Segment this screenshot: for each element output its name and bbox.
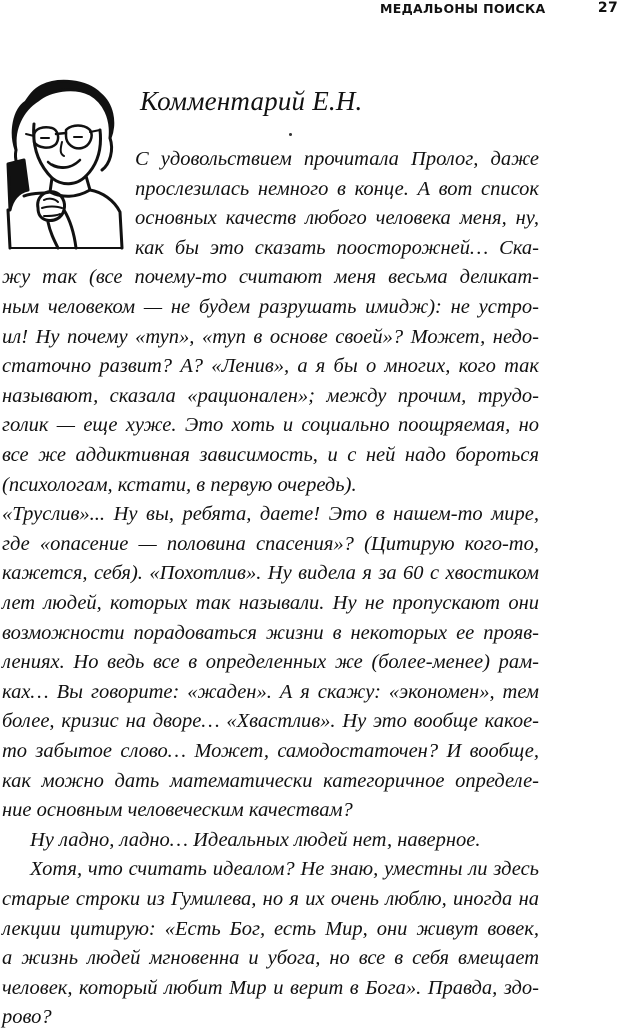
text-line bbox=[2, 796, 539, 825]
text-line bbox=[2, 619, 539, 648]
text-line-fragment: ках… Вы говорите: «жаден». А я скажу: «экономен», тем bbox=[2, 681, 539, 703]
text-line bbox=[2, 974, 539, 1003]
text-line-fragment: возможности порадоваться жизни в некоторых ее проя bbox=[2, 622, 524, 644]
text-line bbox=[135, 145, 539, 174]
text-line bbox=[2, 382, 539, 411]
text-line-fragment: лет людей, которых так называли. Ну не пропускают они bbox=[2, 592, 539, 614]
text-line-fragment: то забытое слово… Может, самодостаточен? И вообще, bbox=[2, 740, 539, 762]
text-line-fragment: лекции цитирую: «Есть Бог, есть Мир, они живут вовек, bbox=[2, 918, 539, 940]
text-line bbox=[30, 855, 539, 884]
text-line bbox=[2, 678, 539, 707]
text-line-fragment: где «опасение — половина спасения»? (Цитирую кого-то, bbox=[2, 533, 539, 555]
text-line-fragment: все же аддиктивная зависимость, и с ней надо бороться bbox=[2, 444, 539, 466]
text-line bbox=[2, 915, 539, 944]
text-line-fragment: С удовольствием прочитала Пролог, даже bbox=[135, 148, 539, 170]
text-line-fragment: основных качеств любого человека меня, ну, bbox=[135, 207, 539, 229]
author-portrait-illustration bbox=[4, 60, 126, 250]
text-line bbox=[2, 263, 539, 292]
running-head bbox=[380, 0, 618, 20]
text-line bbox=[2, 471, 539, 500]
text-line bbox=[2, 530, 539, 559]
text-line bbox=[135, 234, 539, 263]
running-title: МЕДАЛЬОНЫ ПОИСКА bbox=[380, 1, 546, 16]
text-line bbox=[30, 826, 539, 855]
text-line bbox=[2, 648, 539, 677]
text-line-fragment: статочно развит? А? «Ленив», а я бы о многих, кого так bbox=[2, 355, 539, 377]
print-speck bbox=[289, 133, 292, 136]
text-line bbox=[2, 944, 539, 973]
text-line bbox=[2, 767, 539, 796]
text-line-fragment: ным человеком — не будем разрушать имидж): не устро- bbox=[2, 296, 539, 318]
text-line-fragment: лениях. Но ведь все в определенных же (более-менее) рам- bbox=[2, 651, 539, 673]
text-line bbox=[2, 707, 539, 736]
text-line-fragment: голик — еще хуже. Это хоть и социально поощряемая, но bbox=[2, 414, 539, 436]
text-line-fragment: жу так (все почему-то считают меня весьма деликат- bbox=[2, 266, 539, 288]
text-line-fragment: «Труслив»... Ну вы, ребята, даете! Это в нашем-то мире, bbox=[2, 503, 539, 525]
text-line-fragment: старые строки из Гумилева, но я их очень люблю, иногда на bbox=[2, 888, 539, 910]
page-number: 27 bbox=[597, 0, 618, 16]
text-line-fragment: кажется, себя). «Похотлив». Ну видела я за 60 с хвостиком bbox=[2, 562, 539, 584]
text-line-fragment: прослезилась немного в конце. А вот список bbox=[135, 178, 539, 200]
text-line-fragment: Ну ладно, ладно… Идеальных людей нет, наверное. bbox=[30, 829, 481, 851]
text-line bbox=[2, 885, 539, 914]
text-line-fragment: рово? bbox=[2, 1006, 52, 1028]
text-line bbox=[2, 293, 539, 322]
text-line bbox=[135, 175, 539, 204]
text-line-fragment: ние основным человеческим качествам? bbox=[2, 799, 353, 821]
text-line bbox=[2, 589, 539, 618]
text-line-fragment: ил! Ну почему «туп», «туп в основе своей»? Может, недо- bbox=[2, 326, 539, 348]
text-line bbox=[2, 737, 539, 766]
text-line-fragment: как бы это сказать поосторожней… Ска- bbox=[135, 237, 539, 259]
text-line bbox=[2, 441, 539, 470]
text-line-fragment: Хотя, что считать идеалом? Не знаю, уместны ли здесь bbox=[30, 858, 539, 880]
text-line-fragment: а жизнь людей мгновенна и убога, но все в себя вмещает bbox=[2, 947, 539, 969]
text-line bbox=[2, 559, 539, 588]
text-line-fragment: называют, сказала «рационален»; между прочим, трудо- bbox=[2, 385, 539, 407]
text-line-fragment: как можно дать математически категоричное определе- bbox=[2, 770, 539, 792]
text-line bbox=[2, 500, 539, 529]
text-line bbox=[2, 1003, 539, 1032]
text-line-fragment: человек, который любит Мир и верит в Бога». Правда, здо- bbox=[2, 977, 539, 999]
text-line bbox=[135, 204, 539, 233]
text-line bbox=[2, 411, 539, 440]
text-line-fragment: более, кризис на дворе… «Хвастлив». Ну это вообще какое- bbox=[2, 710, 539, 732]
comment-heading: Комментарий Е.Н. bbox=[140, 86, 363, 116]
text-line-fragment: в- bbox=[523, 622, 539, 644]
text-line bbox=[2, 323, 539, 352]
text-line bbox=[2, 352, 539, 381]
text-line-fragment: (психологам, кстати, в первую очередь). bbox=[2, 474, 357, 496]
